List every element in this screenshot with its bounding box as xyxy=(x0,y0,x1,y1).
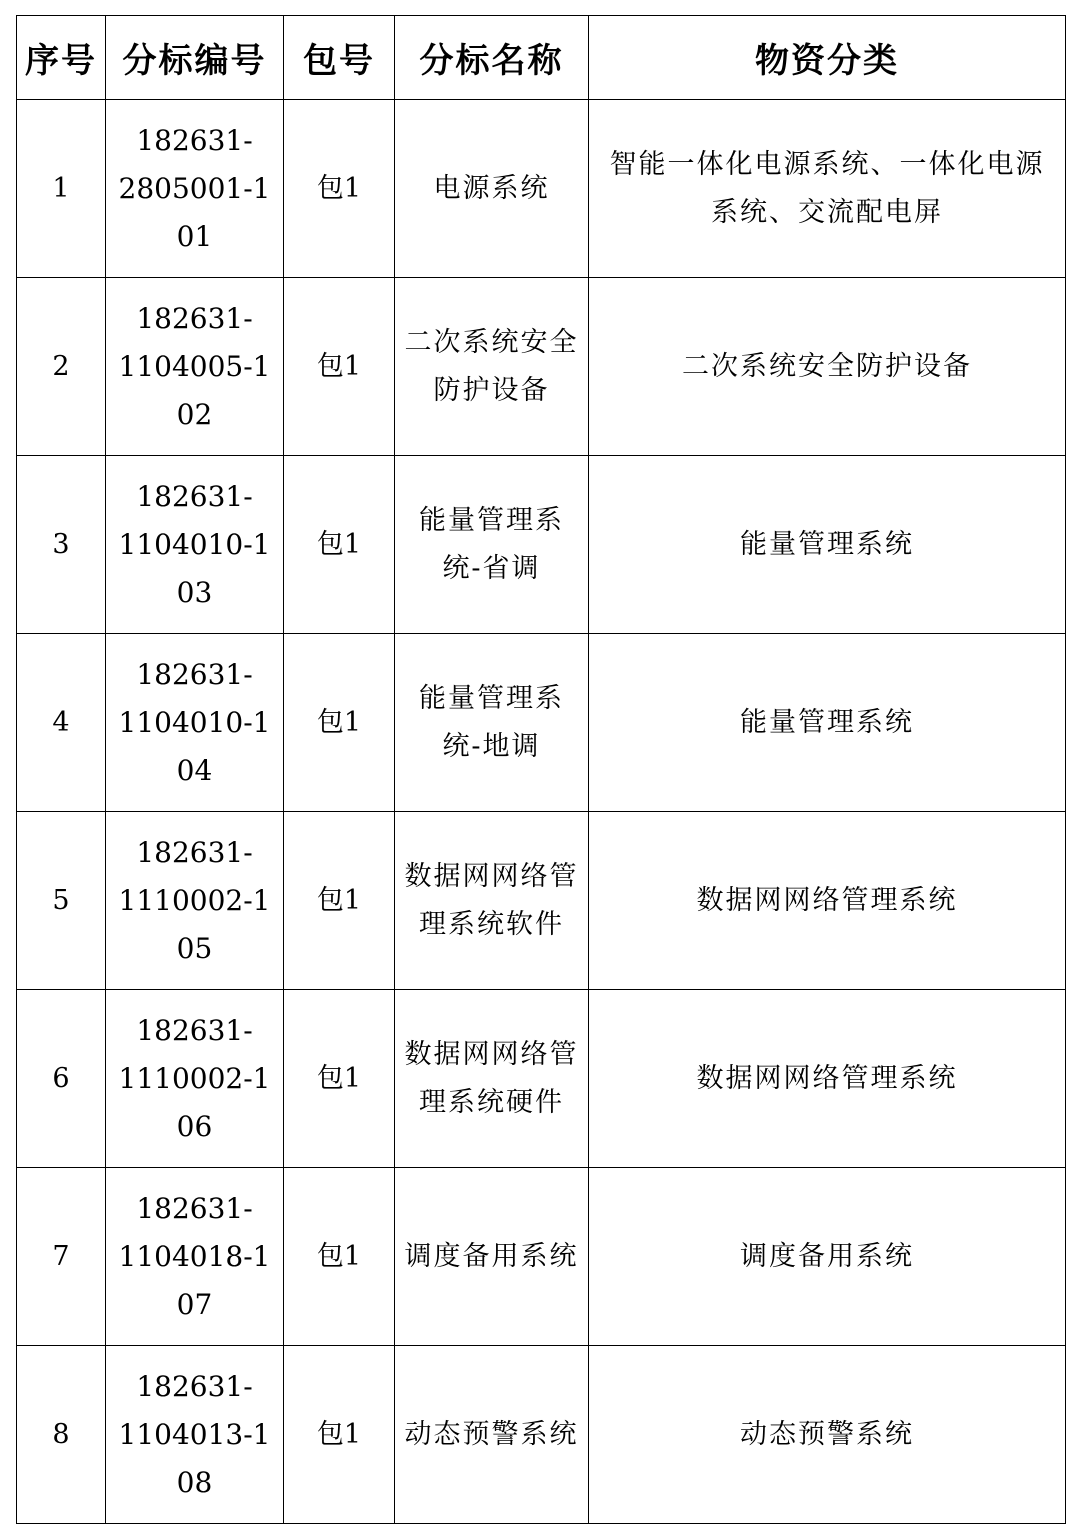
cell-package: 包1 xyxy=(284,278,395,456)
cell-category: 能量管理系统 xyxy=(589,456,1066,634)
cell-package: 包1 xyxy=(284,812,395,990)
code-part2: 1104013-108 xyxy=(118,1417,271,1499)
cell-category: 动态预警系统 xyxy=(589,1346,1066,1524)
table-row xyxy=(17,278,1066,456)
cell-package: 包1 xyxy=(284,100,395,278)
cell-name: 动态预警系统 xyxy=(395,1346,589,1524)
cell-no: 6 xyxy=(17,990,106,1168)
cell-code xyxy=(106,990,284,1168)
cell-name: 能量管理系统-地调 xyxy=(395,634,589,812)
code-part1: 182631- xyxy=(136,1191,253,1225)
cell-category: 调度备用系统 xyxy=(589,1168,1066,1346)
header-no: 序号 xyxy=(17,16,106,100)
cell-code xyxy=(106,1346,284,1524)
cell-name: 数据网网络管理系统硬件 xyxy=(395,990,589,1168)
cell-name: 能量管理系统-省调 xyxy=(395,456,589,634)
code-part1: 182631- xyxy=(136,123,253,157)
cell-no: 1 xyxy=(17,100,106,278)
code-part1: 182631- xyxy=(136,1369,253,1403)
table-row xyxy=(17,1346,1066,1524)
cell-code xyxy=(106,812,284,990)
table-row xyxy=(17,100,1066,278)
procurement-table-container xyxy=(16,15,1065,1524)
cell-package: 包1 xyxy=(284,1346,395,1524)
cell-package: 包1 xyxy=(284,456,395,634)
cell-name: 二次系统安全防护设备 xyxy=(395,278,589,456)
code-part2: 1104010-104 xyxy=(118,705,271,787)
cell-category: 智能一体化电源系统、一体化电源系统、交流配电屏 xyxy=(589,100,1066,278)
cell-category: 数据网网络管理系统 xyxy=(589,990,1066,1168)
table-header xyxy=(17,16,1066,100)
cell-category: 二次系统安全防护设备 xyxy=(589,278,1066,456)
code-part2: 2805001-101 xyxy=(118,171,271,253)
table-row xyxy=(17,634,1066,812)
code-part2: 1104018-107 xyxy=(118,1239,271,1321)
cell-package: 包1 xyxy=(284,1168,395,1346)
header-name: 分标名称 xyxy=(395,16,589,100)
cell-no: 2 xyxy=(17,278,106,456)
cell-category: 能量管理系统 xyxy=(589,634,1066,812)
table-body xyxy=(17,100,1066,1524)
cell-package: 包1 xyxy=(284,634,395,812)
cell-name: 调度备用系统 xyxy=(395,1168,589,1346)
cell-name: 电源系统 xyxy=(395,100,589,278)
code-part1: 182631- xyxy=(136,301,253,335)
procurement-table xyxy=(16,15,1066,1524)
table-row xyxy=(17,990,1066,1168)
cell-code xyxy=(106,456,284,634)
cell-code xyxy=(106,634,284,812)
code-part2: 1104010-103 xyxy=(118,527,271,609)
code-part1: 182631- xyxy=(136,835,253,869)
header-package: 包号 xyxy=(284,16,395,100)
cell-code xyxy=(106,278,284,456)
header-row xyxy=(17,16,1066,100)
table-row xyxy=(17,456,1066,634)
code-part1: 182631- xyxy=(136,479,253,513)
header-code: 分标编号 xyxy=(106,16,284,100)
cell-no: 5 xyxy=(17,812,106,990)
table-row xyxy=(17,1168,1066,1346)
cell-no: 4 xyxy=(17,634,106,812)
cell-no: 7 xyxy=(17,1168,106,1346)
header-category: 物资分类 xyxy=(589,16,1066,100)
code-part2: 1110002-106 xyxy=(118,1061,271,1143)
cell-code xyxy=(106,1168,284,1346)
code-part2: 1104005-102 xyxy=(118,349,271,431)
cell-name: 数据网网络管理系统软件 xyxy=(395,812,589,990)
cell-category: 数据网网络管理系统 xyxy=(589,812,1066,990)
code-part1: 182631- xyxy=(136,1013,253,1047)
cell-code xyxy=(106,100,284,278)
code-part2: 1110002-105 xyxy=(118,883,271,965)
table-row xyxy=(17,812,1066,990)
cell-package: 包1 xyxy=(284,990,395,1168)
cell-no: 8 xyxy=(17,1346,106,1524)
code-part1: 182631- xyxy=(136,657,253,691)
cell-no: 3 xyxy=(17,456,106,634)
